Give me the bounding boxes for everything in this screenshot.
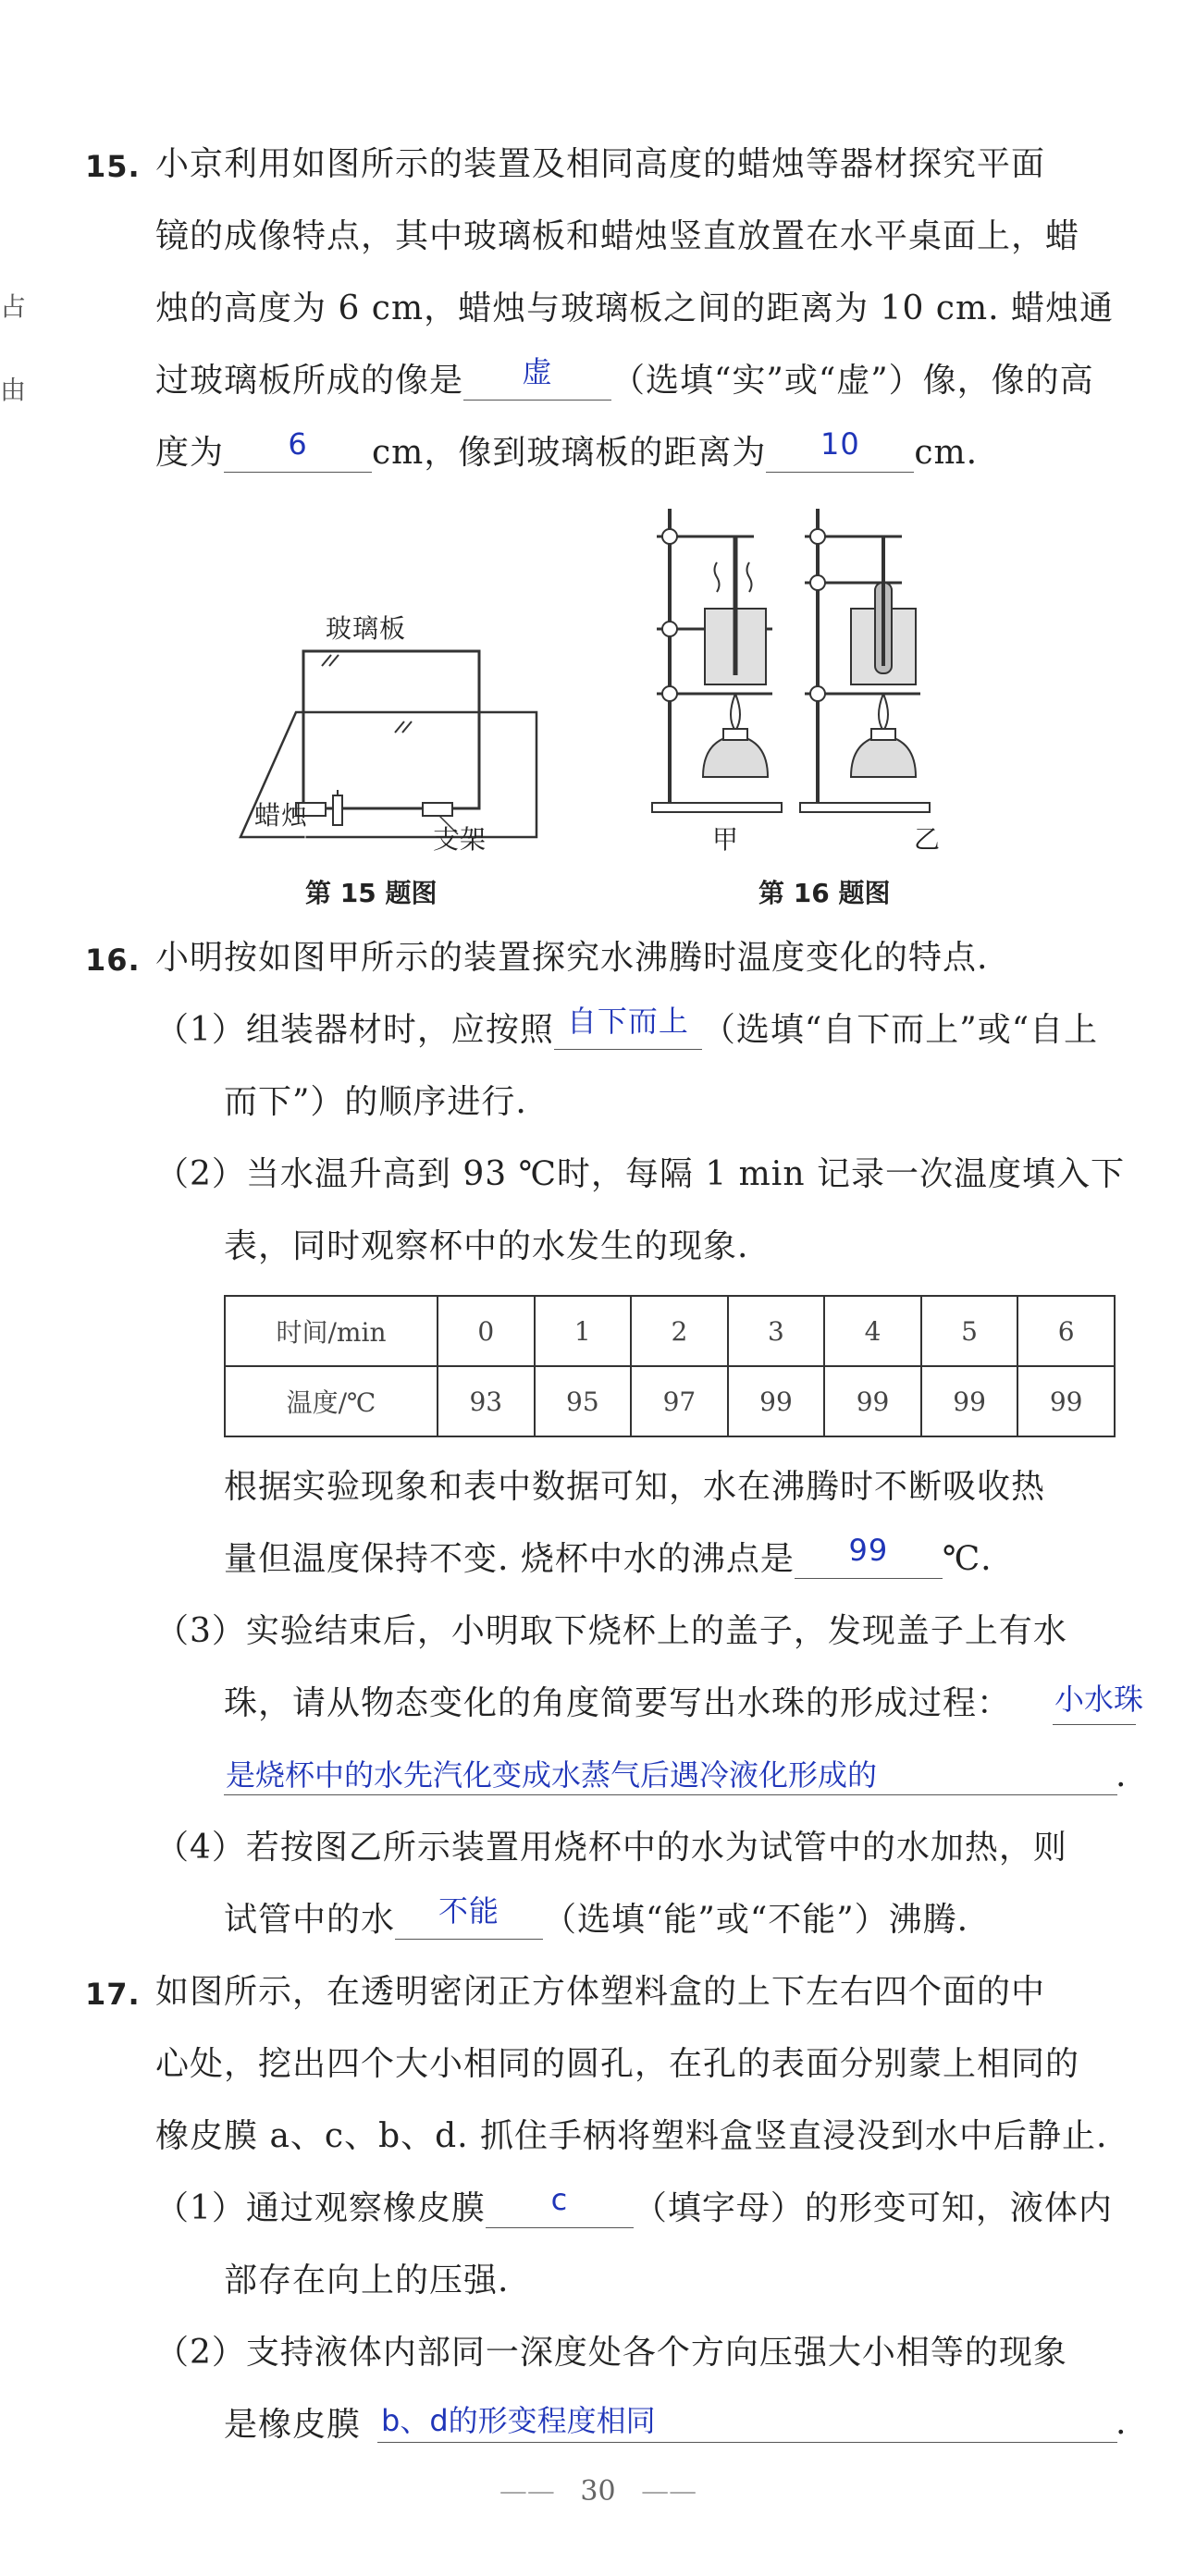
stand-label: 支架: [433, 824, 487, 855]
table-cell: 95: [535, 1366, 632, 1436]
q15-answer-3[interactable]: 10: [766, 435, 914, 473]
table-cell: 99: [1017, 1366, 1115, 1436]
q16-p1-line2: 而下”）的顺序进行.: [224, 1083, 527, 1121]
q16-answer-3-part2[interactable]: 是烧杯中的水先汽化变成水蒸气后遇冷液化形成的: [226, 1757, 878, 1793]
table-row-time: [225, 1296, 1115, 1366]
table-cell: 3: [728, 1296, 825, 1366]
q16-p1-text: （1）组装器材时，应按照: [155, 1011, 554, 1049]
table-head-time: 时间/min: [225, 1296, 438, 1366]
q16-p2-line2: 表，同时观察杯中的水发生的现象.: [224, 1227, 749, 1265]
temperature-table: [224, 1295, 1116, 1437]
table-cell: 0: [438, 1296, 535, 1366]
q15-line5: [155, 426, 979, 473]
apparatus-b: [800, 509, 930, 812]
q16-p3-line2: [224, 1685, 1011, 1722]
glass-plate: [303, 651, 479, 808]
q15-answer-1[interactable]: 虚: [463, 363, 611, 401]
q17-line2: 心处，挖出四个大小相同的圆孔，在孔的表面分别蒙上相同的: [155, 2045, 1080, 2083]
q16-p3-text: 珠，请从物态变化的角度简要写出水珠的形成过程：: [224, 1684, 1012, 1722]
q16-p2-text: 量但温度保持不变. 烧杯中水的沸点是: [224, 1540, 795, 1578]
table-cell: 99: [824, 1366, 921, 1436]
q16-number: 16.: [85, 943, 141, 978]
q16-p1-line1: [155, 1004, 1099, 1050]
q16-answer-3-part1[interactable]: 小水珠: [1054, 1682, 1144, 1717]
q16-intro: 小明按如图甲所示的装置探究水沸腾时温度变化的特点.: [155, 939, 989, 977]
q15-line4-text: 过玻璃板所成的像是: [155, 362, 464, 400]
q17-p2-text: 是橡皮膜: [224, 2406, 362, 2444]
glass-plate-label: 玻璃板: [326, 613, 407, 644]
table-cell: 5: [921, 1296, 1018, 1366]
page-footer: —— 30 ——: [499, 2475, 697, 2508]
q16-p2-line3: 根据实验现象和表中数据可知，水在沸腾时不断吸收热: [224, 1468, 1046, 1506]
q16-p2-line4: [224, 1533, 993, 1579]
q15-line5-mid: cm，像到玻璃板的距离为: [372, 434, 767, 472]
q17-p1-rest: （填字母）的形变可知，液体内: [633, 2189, 1113, 2227]
q15-line4: [155, 354, 1094, 401]
q17-line3: 橡皮膜 a、c、b、d. 抓住手柄将塑料盒竖直浸没到水中后静止.: [155, 2117, 1108, 2155]
q16-answer-4[interactable]: 不能: [395, 1902, 543, 1940]
q16-p3-line1: （3）实验结束后，小明取下烧杯上的盖子，发现盖子上有水: [155, 1612, 1067, 1650]
stand-right: [423, 803, 452, 816]
q17-p1-text: （1）通过观察橡皮膜: [155, 2189, 486, 2227]
table-cell: 1: [535, 1296, 632, 1366]
table-cell: 2: [631, 1296, 728, 1366]
q16-p4-rest: （选填“能”或“不能”）沸腾.: [543, 1901, 969, 1939]
q17-p1-line1: [155, 2182, 1113, 2228]
q15-line1: 小京利用如图所示的装置及相同高度的蜡烛等器材探究平面: [155, 145, 1046, 183]
table-cell: 93: [438, 1366, 535, 1436]
q15-line3: 烛的高度为 6 cm，蜡烛与玻璃板之间的距离为 10 cm. 蜡烛通: [155, 290, 1114, 327]
q16-p2-unit: ℃.: [942, 1540, 993, 1578]
q17-number: 17.: [85, 1977, 141, 2012]
q16-p3-period: .: [1116, 1756, 1128, 1794]
q17-p2-line2: [224, 2407, 361, 2444]
q15-number: 15.: [85, 149, 141, 184]
q15-answer-2[interactable]: 6: [224, 435, 372, 473]
q17-p1-line2: 部存在向上的压强.: [224, 2262, 510, 2299]
margin-mark-2: 由: [0, 375, 27, 405]
apparatus-a: [652, 509, 782, 812]
q17-p2-line1: （2）支持液体内部同一深度处各个方向压强大小相等的现象: [155, 2334, 1067, 2372]
figure-16-label-a: 甲: [712, 824, 740, 855]
q15-line5-text: 度为: [155, 434, 225, 472]
q15-line4-rest: （选填“实”或“虚”）像，像的高: [611, 362, 1094, 400]
page-number: 30: [580, 2475, 616, 2508]
table-row-temperature: [225, 1366, 1115, 1436]
q17-p2-period: .: [1116, 2404, 1128, 2442]
candle: [333, 795, 342, 825]
figure-16-diagram: [638, 499, 943, 814]
table-head-temperature: 温度/℃: [225, 1366, 438, 1436]
q16-p4-line2: [224, 1893, 969, 1940]
q16-answer-3-underline-2: [224, 1794, 1117, 1795]
q17-answer-2-underline: [377, 2442, 1117, 2443]
table-cell: 99: [728, 1366, 825, 1436]
table-cell: 99: [921, 1366, 1018, 1436]
q17-answer-1[interactable]: c: [486, 2190, 634, 2228]
q16-answer-1[interactable]: 自下而上: [554, 1012, 702, 1050]
q16-p1-rest: （选填“自下而上”或“自上: [701, 1011, 1099, 1049]
q17-answer-2[interactable]: b、d的形变程度相同: [381, 2403, 656, 2438]
table-cell: 97: [631, 1366, 728, 1436]
margin-mark-1: 占: [0, 291, 27, 322]
figure-16-label-b: 乙: [914, 824, 942, 855]
q15-line2: 镜的成像特点，其中玻璃板和蜡烛竖直放置在水平桌面上，蜡: [155, 217, 1080, 255]
figure-15-caption: 第 15 题图: [305, 878, 438, 908]
q16-answer-3-underline-1: [1053, 1724, 1136, 1725]
table-cell: 4: [824, 1296, 921, 1366]
candle-label: 蜡烛: [254, 800, 309, 831]
q17-line1: 如图所示，在透明密闭正方体塑料盒的上下左右四个面的中: [155, 1973, 1046, 2011]
q16-p2-line1: （2）当水温升高到 93 ℃时，每隔 1 min 记录一次温度填入下: [155, 1155, 1125, 1193]
figure-16-caption: 第 16 题图: [758, 878, 891, 908]
q16-p4-line1: （4）若按图乙所示装置用烧杯中的水为试管中的水加热，则: [155, 1829, 1067, 1867]
q16-p4-text: 试管中的水: [224, 1901, 396, 1939]
q16-answer-2[interactable]: 99: [795, 1541, 943, 1579]
q15-line5-end: cm.: [914, 434, 979, 472]
table-cell: 6: [1017, 1296, 1115, 1366]
